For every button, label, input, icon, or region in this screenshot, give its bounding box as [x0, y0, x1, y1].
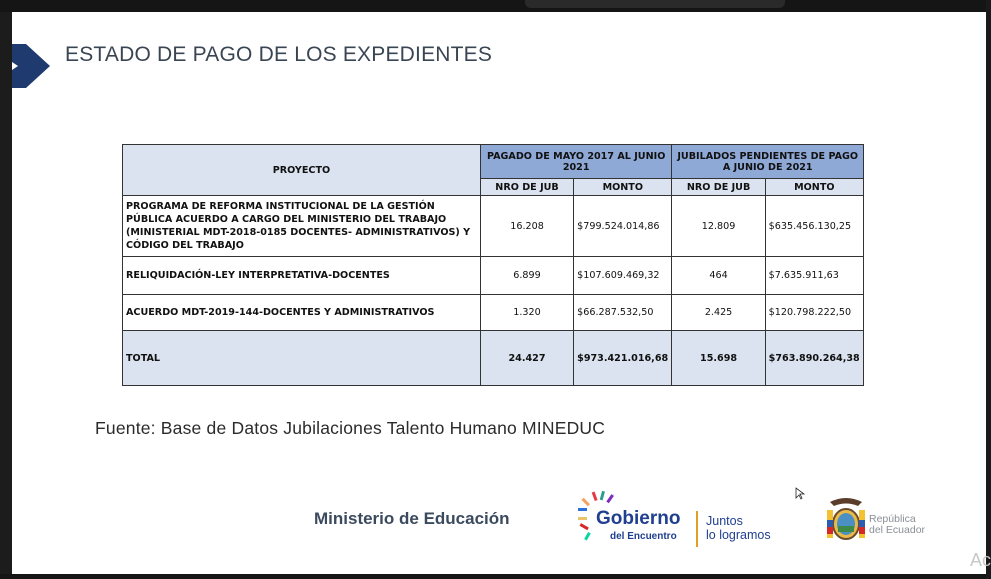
total-pag-monto: $973.421.016,68	[574, 331, 672, 386]
row-pag-nro: 16.208	[480, 196, 573, 257]
row-proyecto: RELIQUIDACIÓN-LEY INTERPRETATIVA-DOCENTES	[123, 257, 481, 295]
total-pend-monto: $763.890.264,38	[765, 331, 863, 386]
row-pag-monto: $66.287.532,50	[574, 295, 672, 331]
total-pag-nro: 24.427	[480, 331, 573, 386]
republica-logo-text	[869, 514, 925, 536]
presentation-slide	[12, 12, 991, 574]
table-row	[123, 196, 864, 257]
slogan-line-1: Juntos	[706, 514, 743, 528]
row-pend-nro: 2.425	[672, 295, 765, 331]
ministerio-logo-text: Ministerio de Educación	[314, 509, 510, 528]
table-row	[123, 257, 864, 295]
window-bottom-bar	[0, 574, 986, 579]
header-pagado: PAGADO DE MAYO 2017 AL JUNIO 2021	[480, 145, 672, 179]
slide-title: ESTADO DE PAGO DE LOS EXPEDIENTES	[65, 43, 493, 66]
subheader-monto-pagado: MONTO	[574, 179, 672, 196]
slogan-line-2: lo logramos	[706, 528, 771, 542]
row-pag-monto: $107.609.469,32	[574, 257, 672, 295]
subheader-monto-pendiente: MONTO	[765, 179, 863, 196]
subheader-nro-pendiente: NRO DE JUB	[672, 179, 765, 196]
gobierno-logo-name: Gobierno	[596, 508, 681, 529]
slogan	[706, 514, 771, 542]
row-pend-nro: 464	[672, 257, 765, 295]
row-pag-nro: 1.320	[480, 295, 573, 331]
left-frame	[0, 12, 12, 574]
row-pend-monto: $120.798.222,50	[765, 295, 863, 331]
ecuador-shield-icon	[824, 496, 868, 544]
window-top-bar	[0, 0, 986, 12]
meeting-controls-tab[interactable]	[525, 0, 785, 8]
gobierno-logo-sub: del Encuentro	[610, 531, 677, 542]
total-label: TOTAL	[123, 331, 481, 386]
header-pendientes: JUBILADOS PENDIENTES DE PAGO A JUNIO DE 2021	[672, 145, 864, 179]
republica-line-2: del Ecuador	[869, 524, 926, 536]
slide-chevron-icon	[12, 44, 50, 88]
row-pend-nro: 12.809	[672, 196, 765, 257]
row-proyecto: ACUERDO MDT-2019-144-DOCENTES Y ADMINISTRATIVOS	[123, 295, 481, 331]
row-proyecto: PROGRAMA DE REFORMA INSTITUCIONAL DE LA GESTIÓN PÚBLICA ACUERDO A CARGO DEL MINISTERIO DEL TRABAJO (MINISTERIAL MDT-2018-0185 DOCENTES- ADMINISTRATIVOS) Y CÓDIGO DEL TRABAJO	[123, 196, 481, 257]
mouse-cursor-icon	[796, 488, 805, 500]
republica-line-1: República	[869, 513, 916, 525]
logo-divider	[696, 511, 698, 547]
subheader-nro-pagado: NRO DE JUB	[480, 179, 573, 196]
activation-watermark: Ac	[970, 550, 991, 570]
source-note: Fuente: Base de Datos Jubilaciones Talento Humano MINEDUC	[95, 418, 606, 438]
row-pag-monto: $799.524.014,86	[574, 196, 672, 257]
table-total-row	[123, 331, 864, 386]
header-proyecto: PROYECTO	[123, 145, 481, 196]
row-pend-monto: $7.635.911,63	[765, 257, 863, 295]
payment-status-table	[122, 144, 864, 386]
table-row	[123, 295, 864, 331]
row-pag-nro: 6.899	[480, 257, 573, 295]
row-pend-monto: $635.456.130,25	[765, 196, 863, 257]
total-pend-nro: 15.698	[672, 331, 765, 386]
